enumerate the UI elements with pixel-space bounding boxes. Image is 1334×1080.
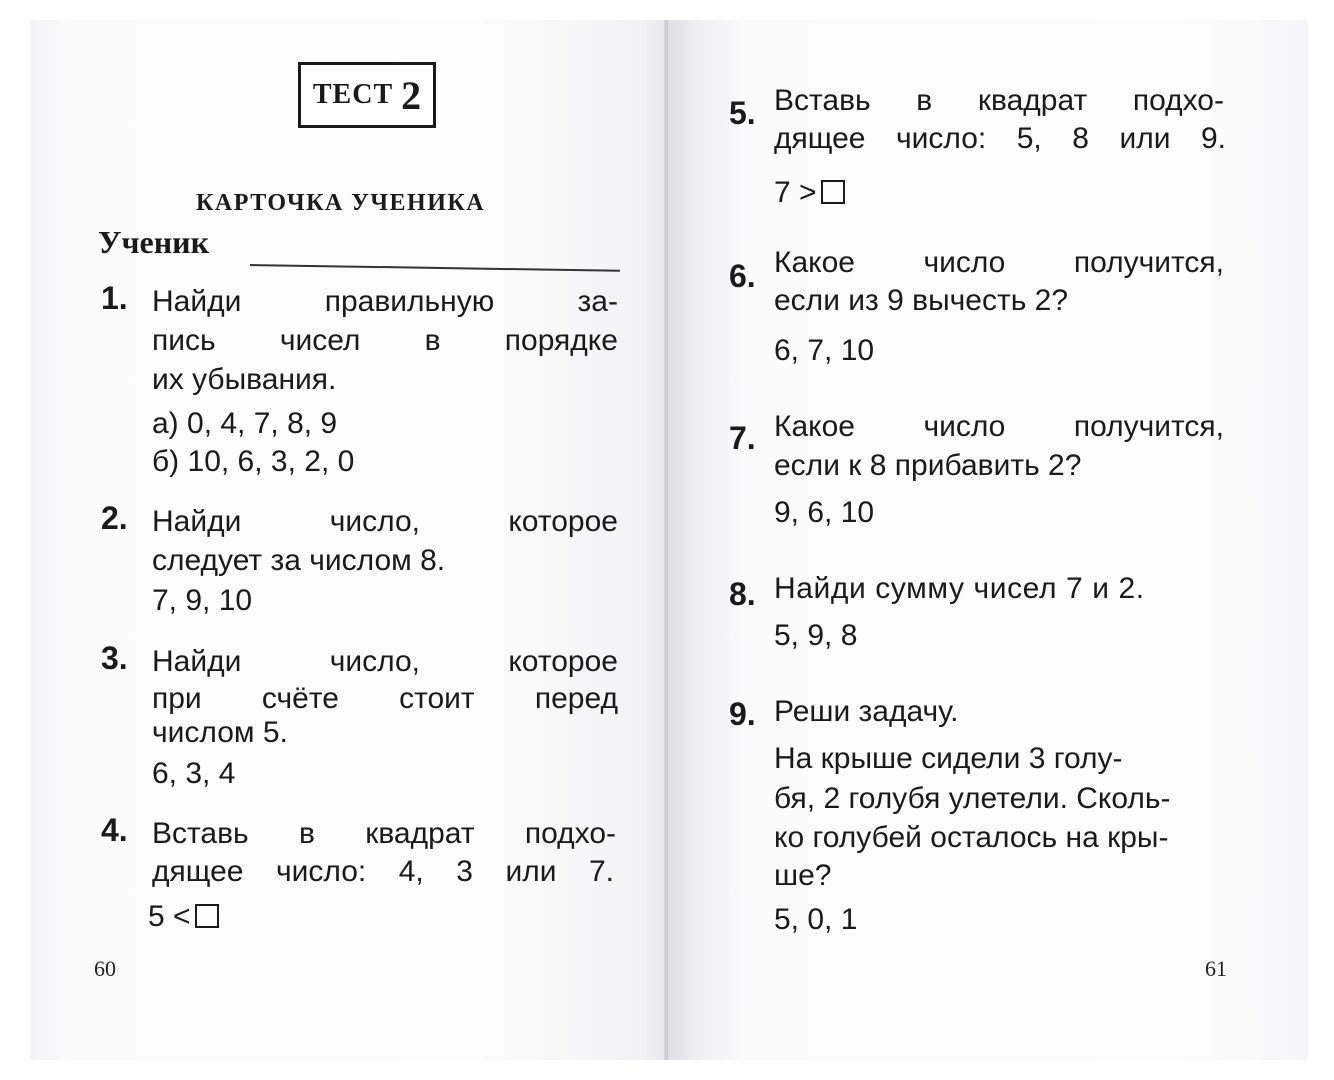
question-number: 9. <box>729 696 756 732</box>
question-number: 2. <box>101 500 128 536</box>
word: квадрат <box>977 84 1088 117</box>
word: в <box>424 324 441 357</box>
word: чисел <box>279 324 361 357</box>
word: подхо- <box>524 817 616 850</box>
word: перед <box>534 682 618 715</box>
problem-text-line: ко голубей осталось на кры- <box>774 821 1169 854</box>
answer-option-a: а) 0, 4, 7, 8, 9 <box>152 407 338 440</box>
word: Найди <box>152 285 242 318</box>
word: которое <box>508 505 618 538</box>
left-page <box>30 20 670 1060</box>
question-number: 5. <box>729 95 756 131</box>
problem-text-line: ше? <box>774 859 832 892</box>
question-line <box>152 815 616 852</box>
word: число: <box>275 855 367 888</box>
word: или <box>1119 122 1171 155</box>
word: 8 <box>1072 122 1089 155</box>
question-line <box>774 244 1224 281</box>
question-number: 7. <box>729 420 756 456</box>
page-number: 61 <box>1205 956 1227 981</box>
word: порядке <box>504 324 618 357</box>
question-line: их убывания. <box>152 363 337 396</box>
word: или <box>505 855 557 888</box>
problem-text-line: На крыше сидели 3 голу- <box>774 742 1123 775</box>
word: 3 <box>456 855 473 888</box>
word: в <box>298 817 315 850</box>
word: подхо- <box>1132 84 1224 117</box>
inequality <box>774 174 845 211</box>
question-line <box>152 680 618 717</box>
question-line <box>152 322 618 359</box>
word: число <box>923 410 1006 443</box>
question-line: Найди сумму чисел 7 и 2. <box>774 572 1145 605</box>
word: получится, <box>1073 410 1224 443</box>
word: которое <box>508 645 618 678</box>
question-line: если к 8 прибавить 2? <box>774 449 1082 482</box>
question-line <box>152 283 618 320</box>
empty-square-box <box>821 180 845 204</box>
empty-square-box <box>195 904 219 928</box>
question-line <box>152 853 614 890</box>
answer-choices: 9, 6, 10 <box>774 496 875 529</box>
word: Найди <box>152 645 242 678</box>
answer-choices: 5, 9, 8 <box>774 619 858 652</box>
word: правильную <box>324 285 495 318</box>
question-line <box>774 120 1226 157</box>
inequality <box>148 898 219 935</box>
word: 4, <box>398 855 424 888</box>
word: Найди <box>152 505 242 538</box>
word: квадрат <box>365 817 475 850</box>
word: получится, <box>1073 246 1224 279</box>
card-title: КАРТОЧКА УЧЕНИКА <box>196 190 486 216</box>
answer-choices: 6, 7, 10 <box>774 334 875 367</box>
word: 7. <box>588 855 614 888</box>
word: за- <box>577 285 618 318</box>
question-line: если из 9 вычесть 2? <box>774 284 1069 317</box>
test-title-number: 2 <box>401 72 422 118</box>
word: Вставь <box>774 84 871 117</box>
question-line: следует за числом 8. <box>152 544 446 577</box>
answer-choices: 5, 0, 1 <box>774 903 858 936</box>
word: дящее <box>152 855 244 888</box>
word: в <box>916 84 933 117</box>
question-line <box>774 408 1224 445</box>
word: число, <box>329 645 420 678</box>
question-number: 4. <box>101 812 128 848</box>
word: Какое <box>774 410 855 443</box>
inequality-expression: 7 > <box>774 176 817 209</box>
question-line <box>152 503 618 540</box>
word: число <box>923 246 1006 279</box>
test-title-word: ТЕСТ <box>312 79 394 110</box>
word: число: <box>895 122 987 155</box>
word: 5, <box>1016 122 1042 155</box>
student-label: Ученик <box>98 224 210 260</box>
question-line <box>774 82 1224 119</box>
question-number: 3. <box>101 640 128 676</box>
word: при <box>152 682 202 715</box>
problem-text-line: бя, 2 голубя улетели. Сколь- <box>774 782 1171 815</box>
word: число, <box>329 505 420 538</box>
question-number: 6. <box>729 258 756 294</box>
answer-choices: 7, 9, 10 <box>152 584 253 617</box>
right-page <box>668 20 1308 1060</box>
question-line: числом 5. <box>152 716 288 749</box>
answer-option-b: б) 10, 6, 3, 2, 0 <box>152 445 355 478</box>
page-number: 60 <box>94 956 116 981</box>
question-line: Реши задачу. <box>774 695 959 728</box>
question-number: 1. <box>101 280 128 316</box>
word: счёте <box>261 682 339 715</box>
test-title-box <box>298 62 436 128</box>
inequality-expression: 5 < <box>148 900 191 933</box>
word: 9. <box>1200 122 1226 155</box>
question-line <box>152 643 618 680</box>
word: стоит <box>399 682 475 715</box>
question-number: 8. <box>729 576 756 612</box>
word: дящее <box>774 122 866 155</box>
answer-choices: 6, 3, 4 <box>152 757 236 790</box>
word: Вставь <box>152 817 249 850</box>
word: пись <box>152 324 216 357</box>
word: Какое <box>774 246 855 279</box>
